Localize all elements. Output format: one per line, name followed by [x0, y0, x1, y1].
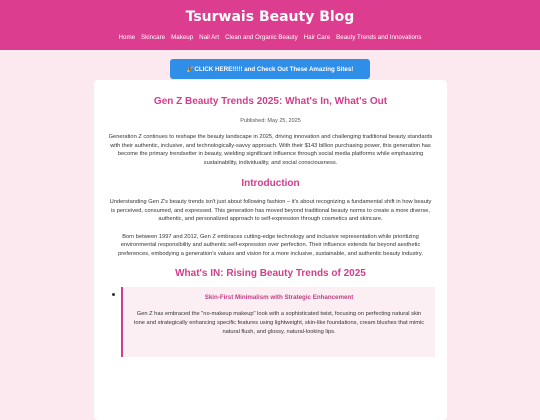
introduction-heading: Introduction	[241, 178, 300, 190]
nav-item-makeup[interactable]: Makeup	[171, 34, 194, 41]
main-nav	[0, 34, 540, 41]
nav-item-nail-art[interactable]: Nail Art	[199, 34, 220, 41]
nav-item-clean-organic-beauty[interactable]: Clean and Organic Beauty	[225, 34, 298, 41]
trend-card	[121, 287, 435, 357]
cta-button[interactable]: 🎉CLICK HERE!!!!! and Check Out These Amazing Sites!	[170, 59, 370, 79]
site-title[interactable]: Tsurwais Beauty Blog	[185, 9, 355, 25]
nav-item-home[interactable]: Home	[118, 34, 136, 41]
bullet-icon	[112, 293, 115, 296]
article-title: Gen Z Beauty Trends 2025: What's In, What's Out	[153, 96, 388, 107]
nav-item-hair-care[interactable]: Hair Care	[303, 34, 331, 41]
list-item	[106, 287, 435, 357]
published-date: Published: May 25, 2025	[240, 118, 301, 124]
nav-item-beauty-trends[interactable]: Beauty Trends and Innovations	[336, 34, 422, 41]
site-header	[0, 0, 540, 50]
intro-paragraph: Generation Z continues to reshape the beauty landscape in 2025, driving innovation and challenging traditional beauty standards with their authentic, inclusive, and technologically-savvy approach. With their $143 billion purchasing power, this generation has become the primary trendsetter in beauty, wielding significant influence through social media platforms while emphasizing sustainability, individuality, and social consciousness.	[108, 134, 433, 166]
whats-in-heading: What's IN: Rising Beauty Trends of 2025	[175, 268, 366, 280]
trend-title: Skin-First Minimalism with Strategic Enhancement	[204, 294, 354, 302]
nav-item-skincare[interactable]: Skincare	[141, 34, 166, 41]
introduction-paragraph-1: Understanding Gen Z's beauty trends isn't just about following fashion – it's about recognizing a fundamental shift in how beauty is perceived, consumed, and expressed. This generation has moved beyond traditional beauty norms to create a more diverse, authentic, and personalized approach to self-expression through cosmetics and skincare.	[109, 199, 432, 223]
introduction-paragraph-2: Born between 1997 and 2012, Gen Z embraces cutting-edge technology and inclusive representation while prioritizing environmental responsibility and authentic self-expression over perfection. Their influence extends far beyond aesthetic preferences, embodying a generation's values and vision for a more inclusive, sustainable, and authentic beauty industry.	[118, 233, 423, 257]
cta-container	[0, 58, 540, 79]
article-card	[94, 80, 447, 420]
trend-text: Gen Z has embraced the "no-makeup makeup" look with a sophisticated twist, focusing on perfecting natural skin tone and strategically enhancing specific features using lightweight, skin-like foundations, cream blushes that mimic natural flush, and glossy, natural-looking lips.	[133, 311, 425, 335]
